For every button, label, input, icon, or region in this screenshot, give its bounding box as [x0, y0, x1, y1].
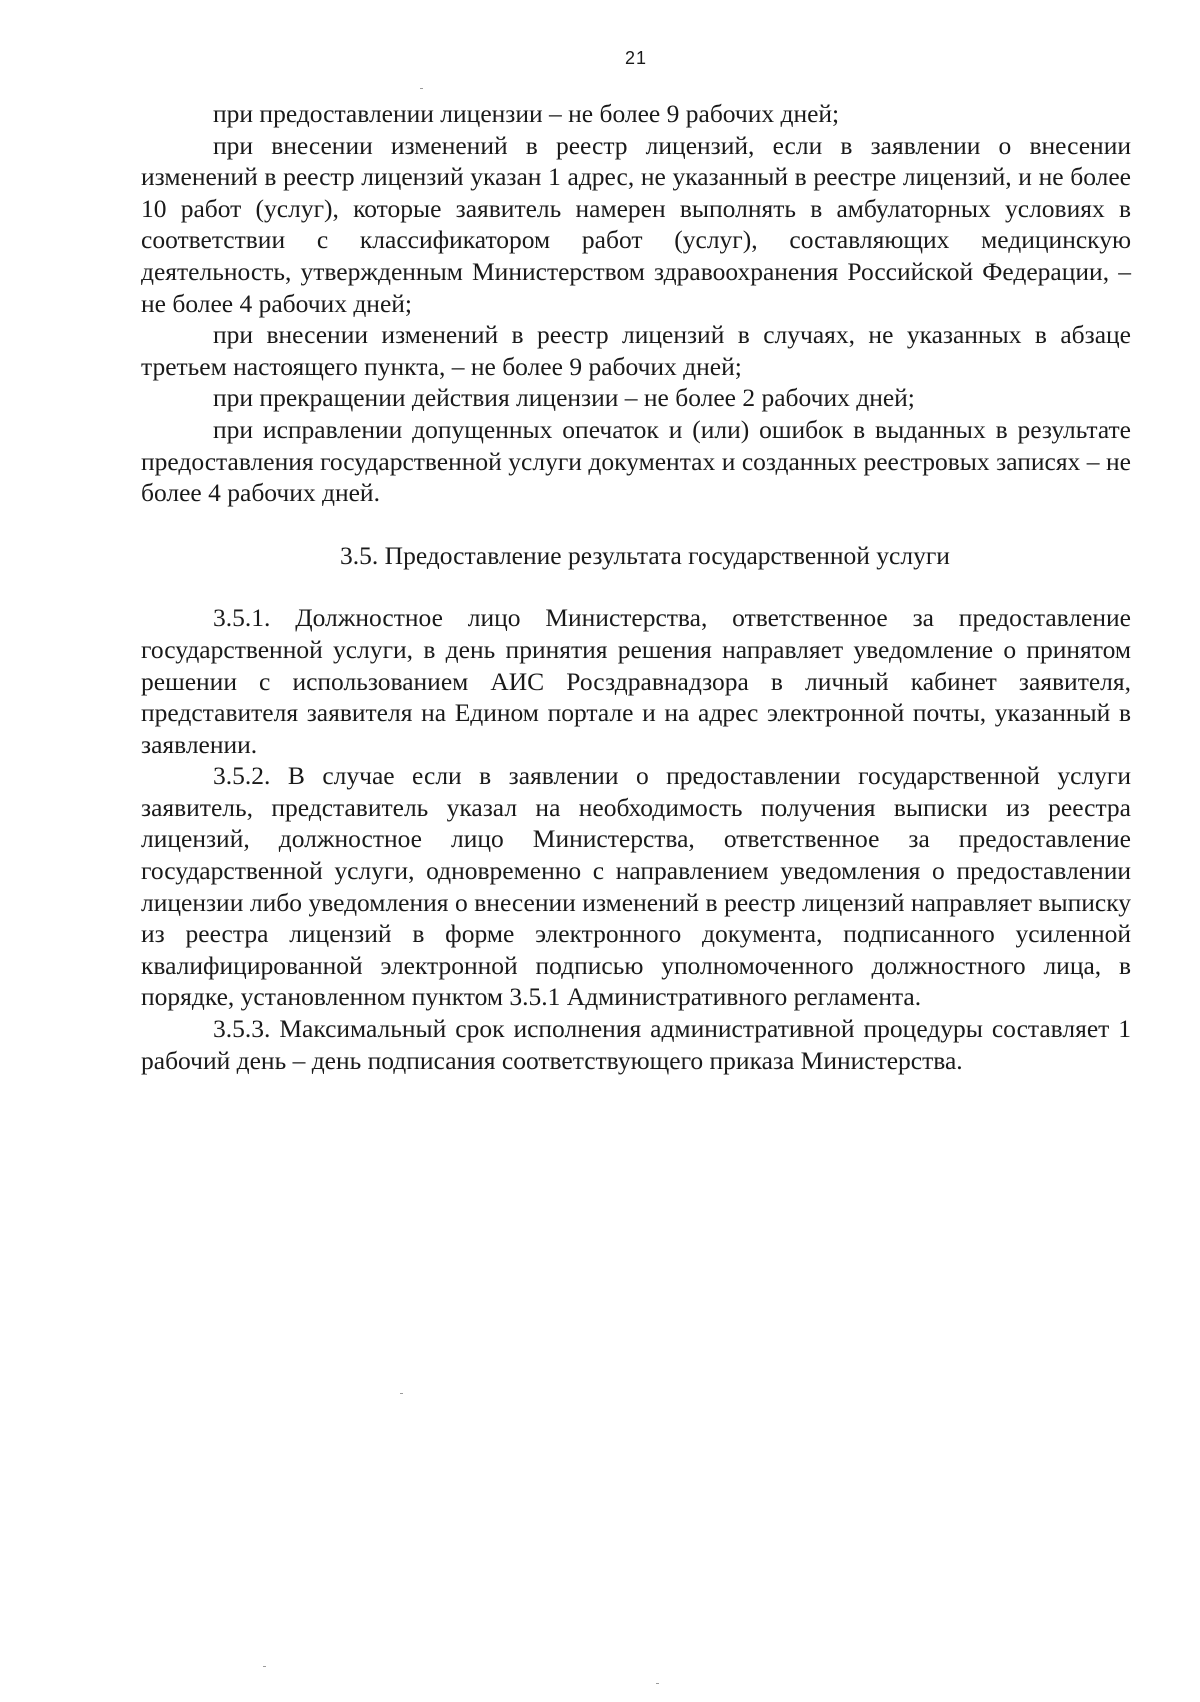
scan-speck [656, 1683, 659, 1684]
paragraph-registry-change-other: при внесении изменений в реестр лицензий в случаях, не указанных в абзаце третьем настоящего пункта, – не более 9 рабочих дней; [141, 320, 1131, 381]
scan-speck [263, 1666, 266, 1667]
paragraph-3-5-1: 3.5.1. Должностное лицо Министерства, ответственное за предоставление государственной услуги, в день принятия решения направляет уведомление о принятом решении с использованием АИС Росздравнадзора в личный кабинет заявителя, представителя заявителя на Едином портале и на адрес электронной почты, указанный в заявлении. [141, 603, 1131, 759]
paragraph-3-5-3: 3.5.3. Максимальный срок исполнения административной процедуры составляет 1 рабочий день – день подписания соответствующего приказа Министерства. [141, 1014, 1131, 1075]
paragraph-typo-correction-term: при исправлении допущенных опечаток и (или) ошибок в выданных в результате предоставления государственной услуги документах и созданных реестровых записях – не более 4 рабочих дней. [141, 414, 1131, 508]
paragraph-license-termination-term: при прекращении действия лицензии – не более 2 рабочих дней; [213, 383, 915, 413]
section-heading: 3.5. Предоставление результата государственной услуги [340, 540, 950, 570]
paragraph-registry-change-single-address: при внесении изменений в реестр лицензий, если в заявлении о внесении изменений в реестр лицензий указан 1 адрес, не указанный в реестре лицензий, и не более 10 работ (услуг), которые заявитель намерен выполнять в амбулаторных условиях в соответствии с классификатором работ (услуг), составляющих медицинскую деятельность, утвержденным Министерством здравоохранения Российской Федерации, – не более 4 рабочих дней; [141, 130, 1131, 318]
document-body [141, 98, 1131, 1076]
paragraph-3-5-2: 3.5.2. В случае если в заявлении о предоставлении государственной услуги заявитель, представитель указал на необходимость получения выписки из реестра лицензий, должностное лицо Министерства, ответственное за предоставление государственной услуги, одновременно с направлением уведомления о предоставлении лицензии либо уведомления о внесении изменений в реестр лицензий направляет выписку из реестра лицензий в форме электронного документа, подписанного усиленной квалифицированной электронной подписью уполномоченного должностного лица, в порядке, установленном пунктом 3.5.1 Административного регламента. [141, 761, 1131, 1012]
paragraph-license-grant-term: при предоставлении лицензии – не более 9 рабочих дней; [213, 99, 840, 128]
scan-speck [400, 1393, 403, 1394]
page-number: 21 [624, 48, 648, 68]
scan-speck [420, 88, 423, 89]
